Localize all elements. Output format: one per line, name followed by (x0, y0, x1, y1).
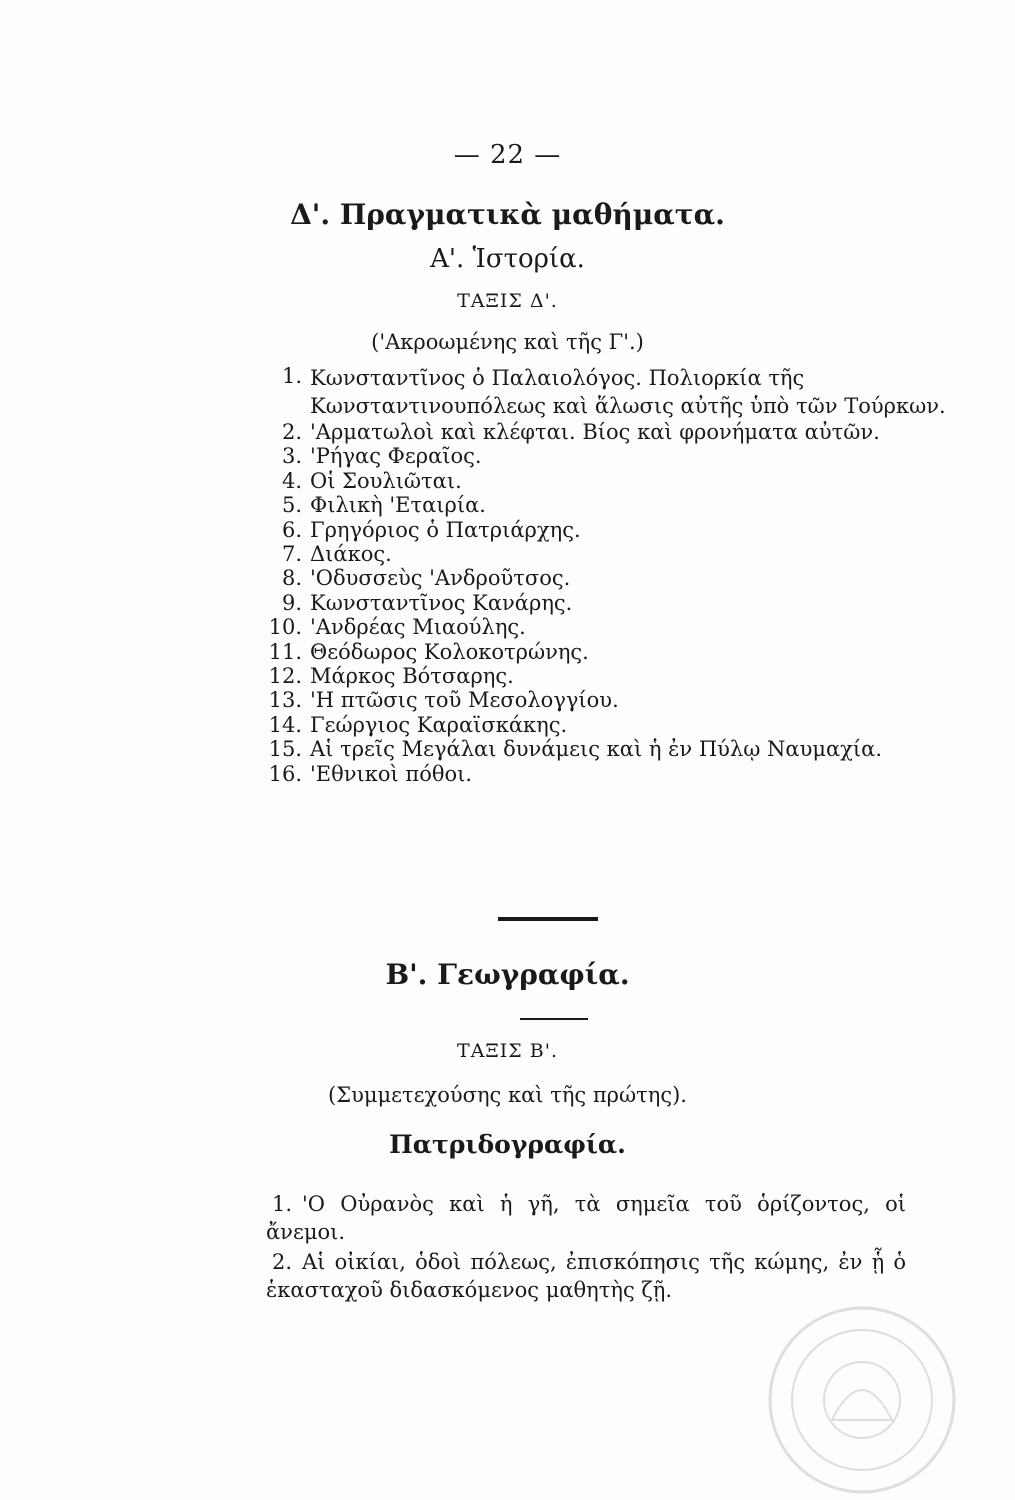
title-underline (520, 1018, 588, 1020)
list-item (248, 566, 948, 590)
item-text: 'Αρματωλοὶ καὶ κλέφται. Βίος καὶ φρονήματα αὐτῶν. (310, 420, 880, 444)
item-number: 13. (268, 688, 302, 713)
section-divider (498, 917, 598, 921)
item-text: Θεόδωρος Κολοκοτρώνης. (310, 639, 589, 664)
item-number: 8. (281, 566, 302, 591)
item-text: Διάκος. (310, 542, 392, 567)
list-item (248, 444, 948, 468)
item-number: 3. (281, 444, 302, 469)
item-number: 5. (281, 493, 302, 518)
geography-title: Β'. Γεωγραφία. (385, 958, 630, 991)
list-item (248, 364, 948, 420)
history-note: ('Ακροωμένης καὶ τῆς Γ'.) (371, 330, 644, 354)
history-topic-list (248, 364, 948, 786)
item-number: 6. (281, 517, 302, 542)
list-item (248, 664, 948, 688)
item-text: Γεώργιος Καραϊσκάκης. (310, 712, 568, 737)
item-text: 'Ρήγας Φεραῖος. (310, 444, 482, 469)
history-title: Α'. Ἱστορία. (430, 244, 585, 274)
item-text: 'Ανδρέας Μιαούλης. (310, 615, 526, 640)
paragraph-number: 2. (272, 1250, 293, 1274)
list-item (248, 762, 948, 786)
item-number: 9. (281, 590, 302, 615)
item-text: Κωνσταντῖνος Κανάρης. (310, 590, 573, 615)
list-item (248, 713, 948, 737)
item-number: 12. (268, 664, 302, 689)
item-text: Κωνσταντῖνος ὁ Παλαιολόγος. Πολιορκία τῆς Κωνσταντινουπόλεως καὶ ἅλωσις αὐτῆς ὑπὸ τῶν Τούρκων. (310, 366, 946, 418)
list-item (248, 518, 948, 542)
list-item (248, 493, 948, 517)
list-item (248, 640, 948, 664)
item-number: 1. (281, 364, 302, 388)
section-title: Δ'. Πραγματικὰ μαθήματα. (290, 198, 725, 231)
item-number: 11. (268, 639, 302, 664)
item-number: 15. (268, 737, 302, 762)
item-text: Μάρκος Βότσαρης. (310, 664, 514, 689)
paragraph-number: 1. (272, 1192, 293, 1216)
item-number: 16. (268, 761, 302, 786)
paragraph (266, 1248, 906, 1304)
list-item (248, 615, 948, 639)
item-text: Οἱ Σουλιῶται. (310, 468, 462, 493)
item-text: 'Εθνικοὶ πόθοι. (310, 761, 473, 786)
item-number: 10. (268, 615, 302, 640)
list-item (248, 420, 948, 444)
item-number: 2. (281, 420, 302, 444)
list-item (248, 591, 948, 615)
paragraph-text: 'Ο Οὐρανὸς καὶ ἡ γῆ, τὰ σημεῖα τοῦ ὁρίζοντος, οἱ ἄνεμοι. (266, 1192, 906, 1244)
geography-tasis: ΤΑΞΙΣ Β'. (457, 1040, 558, 1062)
item-number: 4. (281, 468, 302, 493)
item-text: 'Οδυσσεὺς 'Ανδροῦτσος. (310, 566, 571, 591)
item-number: 14. (268, 712, 302, 737)
item-text: Γρηγόριος ὁ Πατριάρχης. (310, 517, 581, 542)
item-number: 7. (281, 542, 302, 567)
paragraph (266, 1190, 906, 1246)
list-item (248, 737, 948, 761)
paragraph-text: Αἱ οἰκίαι, ὁδοὶ πόλεως, ἐπισκόπησις τῆς κώμης, ἐν ᾗ ὁ ἑκασταχοῦ διδασκόμενος μαθητὴς ζῇ. (266, 1250, 906, 1302)
geography-note: (Συμμετεχούσης καὶ τῆς πρώτης). (328, 1083, 687, 1107)
page-number: — 22 — (453, 140, 562, 170)
patridography-title: Πατριδογραφία. (389, 1130, 626, 1159)
item-text: Φιλικὴ 'Εταιρία. (310, 493, 486, 518)
list-item (248, 542, 948, 566)
list-item (248, 469, 948, 493)
list-item (248, 688, 948, 712)
item-text: Αἱ τρεῖς Μεγάλαι δυνάμεις καὶ ἡ ἐν Πύλῳ Ναυμαχία. (310, 737, 882, 762)
item-text: 'Η πτῶσις τοῦ Μεσολογγίου. (310, 688, 619, 713)
history-tasis: ΤΑΞΙΣ Δ'. (457, 290, 558, 312)
university-seal-icon (762, 1300, 962, 1500)
